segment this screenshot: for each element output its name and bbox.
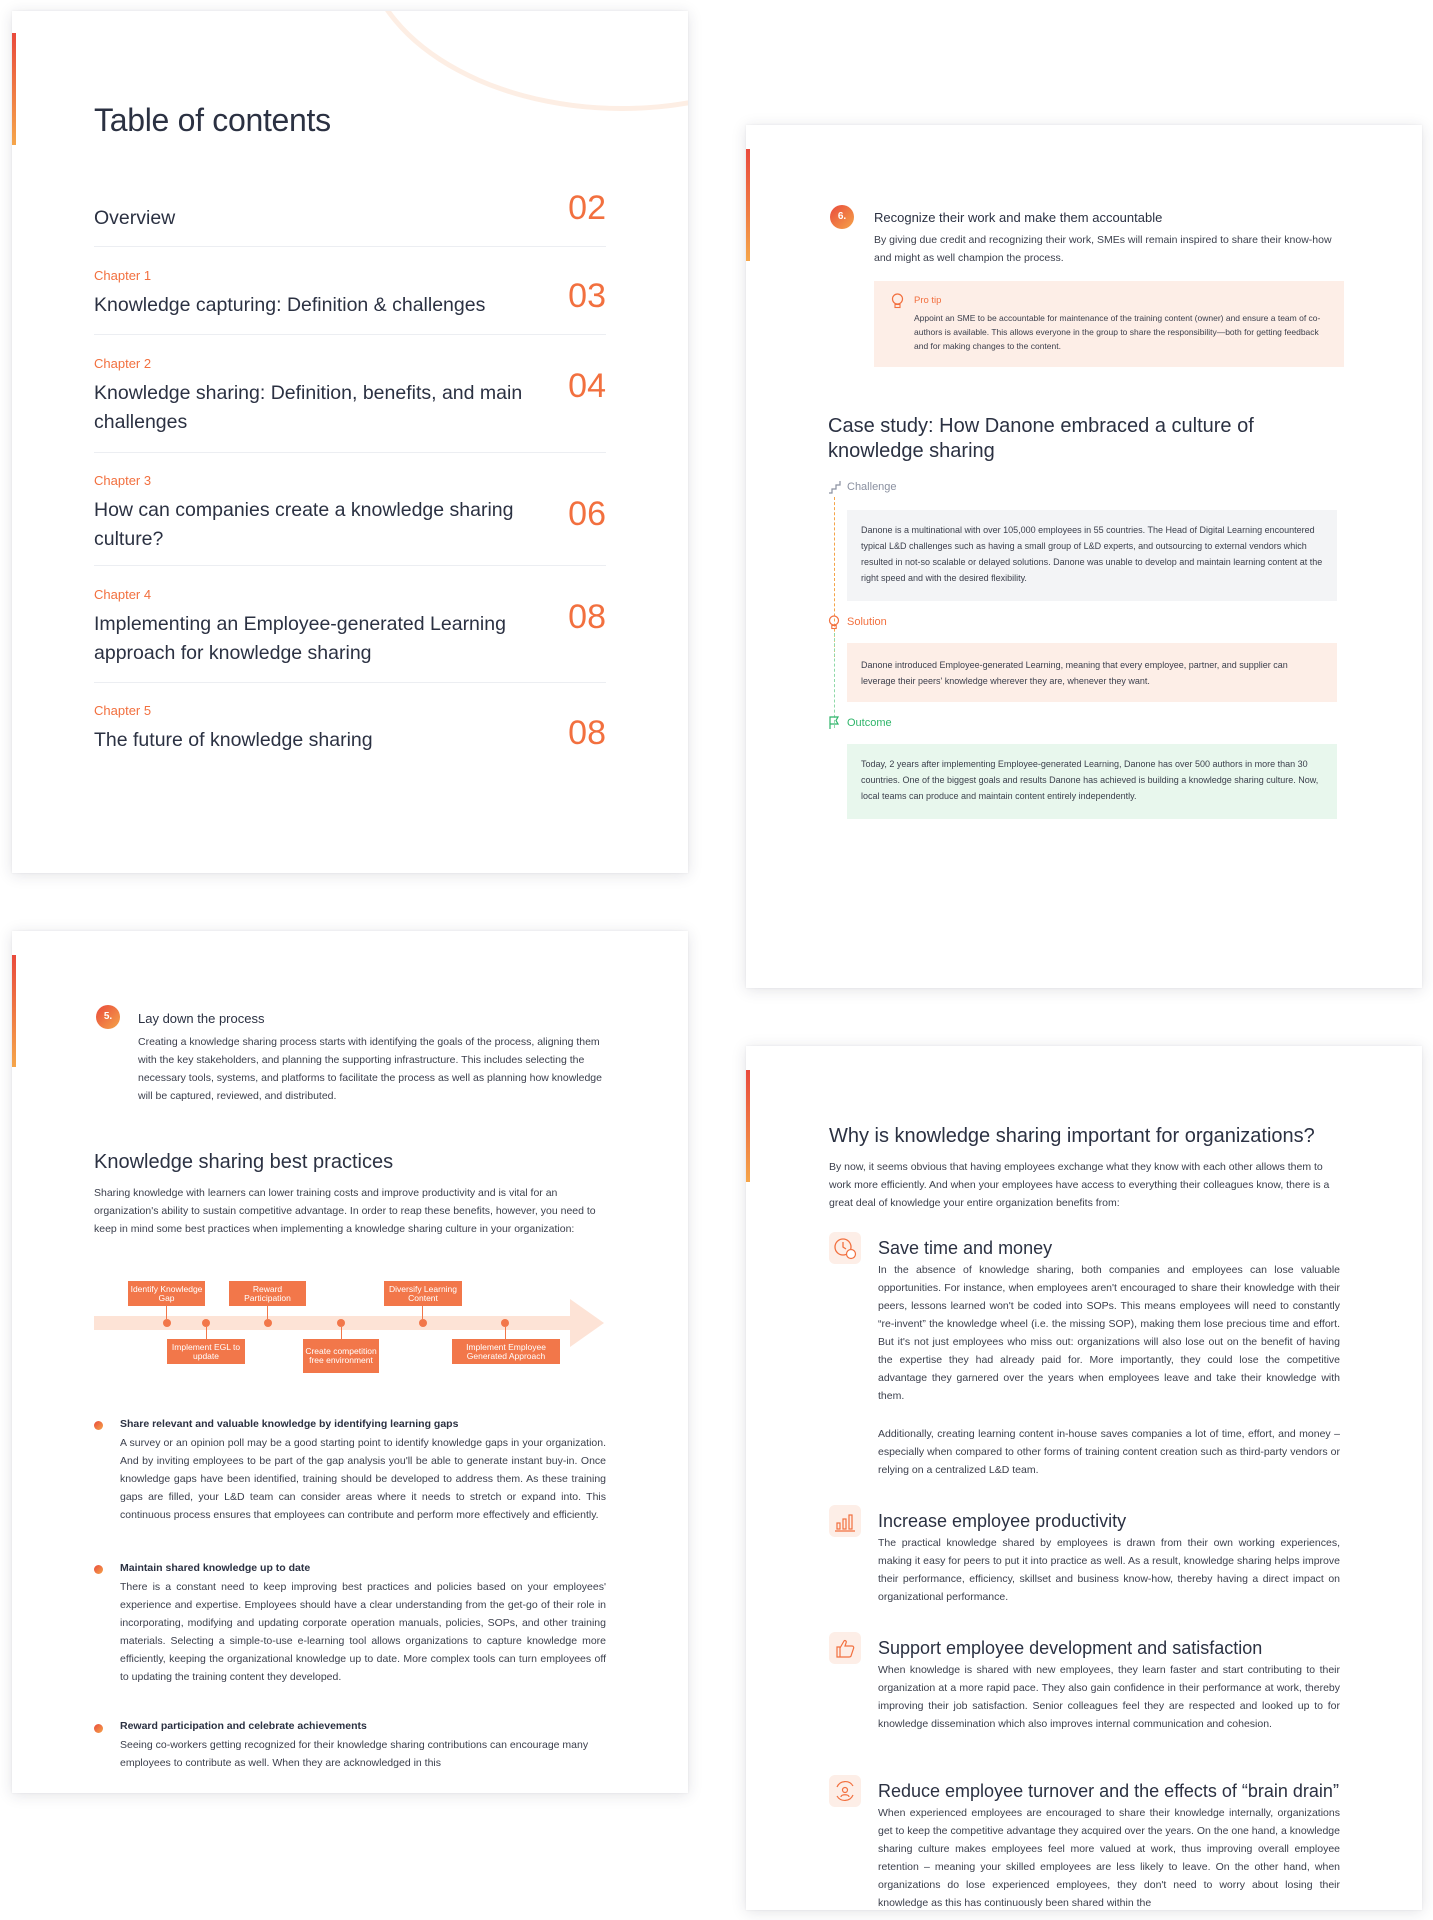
outcome-label: Outcome (847, 717, 892, 729)
solution-box: Danone introduced Employee-generated Learning, meaning that every employee, partner, and supplier can leverage their peers' knowledge wherever they are, whenever they want. (847, 643, 1337, 702)
best-practice-title: Reward participation and celebrate achievements (120, 1720, 367, 1732)
lightbulb-icon (891, 293, 904, 309)
divider (94, 246, 606, 247)
bullet-icon (94, 1565, 103, 1574)
timeline-dot (264, 1319, 272, 1327)
timeline-connector (422, 1306, 423, 1319)
timeline-arrow-head (570, 1299, 604, 1347)
timeline-step: Create competition free environment (303, 1339, 379, 1373)
case-study-page (746, 125, 1422, 988)
timeline-dot (501, 1319, 509, 1327)
toc-entry-page: 04 (568, 367, 606, 405)
step-number-badge: 5. (96, 1005, 120, 1029)
toc-entry-chapter-2[interactable] (94, 347, 606, 453)
best-practice-title: Share relevant and valuable knowledge by identifying learning gaps (120, 1418, 459, 1430)
challenge-box: Danone is a multinational with over 105,000 employees in 55 countries. The Head of Digital Learning encountered typical L&D challenges such as having a small group of L&D experts, and outsourcing to external vendors which resulted in not-so scalable or delayed solutions. Danone was unable to develop and maintain learning content at the right speed and with the desired flexibility. (847, 510, 1337, 601)
toc-page (12, 11, 688, 873)
best-practice-text: There is a constant need to keep improving best practices and policies based on your employees' experience and expertise. Employees should have a clear understanding from the get-go of their role in incorporating, modifying and updating corporate operation manuals, policies, SOPs, and other training materials. Selecting a simple-to-use e-learning tool allows organizations to capture knowledge more efficiently, keeping the organizational knowledge up to date. More complex tools can turn employees off to updating the training content they developed. (120, 1581, 606, 1683)
toc-entry-chapter: Chapter 2 (94, 356, 152, 371)
benefit-text: When experienced employees are encouraged to share their knowledge internally, organizations get to keep the competitive advantage they acquired over the years. On the one hand, a knowledge sharing culture makes employees feel more valued at work, thus improving overall employee retention – meaning your skilled employees are less likely to leave. On the other hand, when organizations do lose experienced employees, they don't need to worry about losing their knowledge as this has continuously been shared within the (878, 1807, 1340, 1909)
timeline-dot (202, 1319, 210, 1327)
toc-entry-page: 03 (568, 277, 606, 315)
lightbulb-icon (828, 615, 840, 630)
timeline-step: Identify Knowledge Gap (128, 1281, 205, 1306)
case-study-title: Case study: How Danone embraced a culture of knowledge sharing (828, 415, 1254, 462)
best-practices-page (12, 931, 688, 1793)
challenge-label: Challenge (847, 481, 897, 493)
toc-entry-chapter-3[interactable] (94, 464, 606, 566)
decorative-arc (362, 11, 688, 111)
toc-entry-chapter: Chapter 5 (94, 703, 152, 718)
step-number-badge: 6. (830, 205, 854, 229)
benefit-title: Reduce employee turnover and the effects of “brain drain” (878, 1781, 1339, 1801)
toc-entry-title: Knowledge sharing: Definition, benefits, and main challenges (94, 382, 523, 433)
timeline-step: Diversify Learning Content (384, 1281, 462, 1306)
benefit-text: The practical knowledge shared by employees is drawn from their own working experiences, making it easy for peers to put it into practice as well. As a result, knowledge sharing helps improve their performance, efficiency, skillset and business know-how, thereby having a direct impact on organizational performance. (878, 1537, 1340, 1603)
section-intro: By now, it seems obvious that having employees exchange what they know with each other allows them to work more efficiently. And when your employees have access to everything their colleagues know, there is a great deal of knowledge your entire organization benefits from: (829, 1161, 1330, 1209)
step-text: By giving due credit and recognizing their work, SMEs will remain inspired to share their know-how and might as well champion the process. (874, 234, 1332, 264)
benefit-text: Additionally, creating learning content in-house saves companies a lot of time, effort, and money – especially when compared to other forms of training content creation such as third-party vendors or relying on a centralized L&D team. (878, 1428, 1340, 1476)
timeline-connector (267, 1306, 268, 1319)
toc-entry-page: 06 (568, 495, 606, 533)
section-intro: Sharing knowledge with learners can lower training costs and improve productivity and is vital for an organization's ability to sustain competitive advantage. In order to reap these benefits, however, you need to keep in mind some best practices when implementing a knowledge sharing culture in your organization: (94, 1187, 596, 1235)
benefit-title: Save time and money (878, 1238, 1053, 1258)
timeline-dot (337, 1319, 345, 1327)
toc-entry-title: Implementing an Employee-generated Learning approach for knowledge sharing (94, 613, 506, 664)
toc-entry-title: Knowledge capturing: Definition & challenges (94, 294, 486, 316)
step-text: Creating a knowledge sharing process starts with identifying the goals of the process, aligning them with the key stakeholders, and planning the supporting infrastructure. This includes selecting the necessary tools, systems, and platforms to facilitate the process as well as planning how knowledge will be captured, reviewed, and distributed. (138, 1036, 602, 1102)
divider (94, 334, 606, 335)
toc-entry-page: 08 (568, 598, 606, 636)
toc-entry-title: How can companies create a knowledge sharing culture? (94, 499, 514, 550)
pro-tip-text: Appoint an SME to be accountable for maintenance of the training content (owner) and ensure a team of co-authors is available. This allows everyone in the group to share the responsibility—both for getting feedback and for making changes to the content. (914, 313, 1321, 351)
solution-label: Solution (847, 616, 887, 628)
benefit-title: Increase employee productivity (878, 1511, 1127, 1531)
stairs-icon (828, 480, 842, 494)
section-title: Knowledge sharing best practices (94, 1151, 394, 1173)
timeline-step: Implement EGL to update (167, 1339, 245, 1364)
clock-money-icon (829, 1232, 861, 1264)
timeline-dot (163, 1319, 171, 1327)
benefit-text: In the absence of knowledge sharing, both companies and employees can lose valuable opportunities. For instance, when employees aren't encouraged to share their knowledge with their peers, lessons learned won't be coded into SOPs. This means employees will need to constantly “re-invent” the knowledge wheel (i.e. the missing SOP), making them lose precious time and effort. But it's not just employees who miss out: organizations will also lose out on the benefit of having the expertise they had already paid for. More importantly, they could lose the competitive advantage they garnered over the years when employees leave and take their knowledge with them. (878, 1264, 1340, 1402)
best-practice-title: Maintain shared knowledge up to date (120, 1562, 311, 1574)
best-practice-text: Seeing co-workers getting recognized for their knowledge sharing contributions can encourage many employees to contribute as well. When they are acknowledged in this (120, 1739, 589, 1769)
bullet-icon (94, 1724, 103, 1733)
toc-entry-title: The future of knowledge sharing (94, 729, 373, 751)
toc-entry-page: 02 (568, 189, 606, 227)
toc-entry-chapter: Chapter 4 (94, 587, 152, 602)
benefit-title: Support employee development and satisfaction (878, 1638, 1263, 1658)
timeline-connector (505, 1327, 506, 1339)
step-title: Recognize their work and make them accountable (874, 210, 1163, 225)
toc-entry-chapter-5[interactable] (94, 694, 606, 764)
timeline-step: Implement Employee Generated Approach (452, 1339, 560, 1364)
timeline-connector (206, 1327, 207, 1339)
step-title: Lay down the process (138, 1011, 265, 1026)
divider (94, 565, 606, 566)
dashed-connector (834, 633, 835, 728)
chart-growth-icon (829, 1505, 861, 1537)
page-title: Table of contents (94, 102, 331, 138)
benefit-text: When knowledge is shared with new employees, they learn faster and start contributing to their organization at a more rapid pace. They also gain confidence in their performance at work, thereby improving their job satisfaction. Senior colleagues feel they are respected and looked up to for knowledge dissemination which also improves internal communication and cohesion. (878, 1664, 1340, 1730)
people-cycle-icon (829, 1775, 861, 1807)
toc-entry-chapter: Chapter 1 (94, 268, 152, 283)
toc-entry-chapter: Chapter 3 (94, 473, 152, 488)
outcome-box: Today, 2 years after implementing Employee-generated Learning, Danone has over 500 authors in more than 30 countries. One of the biggest goals and results Danone has achieved is building a knowledge sharing culture. Now, local teams can produce and maintain content entirely independently. (847, 744, 1337, 819)
toc-entry-overview[interactable] (94, 187, 606, 247)
timeline-connector (166, 1306, 167, 1319)
toc-entry-title: Overview (94, 207, 176, 229)
timeline-dot (419, 1319, 427, 1327)
timeline-connector (341, 1327, 342, 1339)
section-title: Why is knowledge sharing important for organizations? (829, 1125, 1315, 1147)
best-practice-text: A survey or an opinion poll may be a good starting point to identify knowledge gaps in your organization. And by inviting employees to be part of the gap analysis you'll be able to generate instant buy-in. Once knowledge gaps have been identified, training should be developed to address them. As these training gaps are filled, your L&D team can consider areas where it needs to stretch or expand into. This continuous process ensures that employees can contribute and perform more effectively and efficiently. (120, 1437, 606, 1521)
flag-icon (828, 716, 840, 730)
divider (94, 452, 606, 453)
toc-entry-chapter-4[interactable] (94, 578, 606, 683)
toc-entry-page: 08 (568, 714, 606, 752)
divider (94, 682, 606, 683)
thumbs-up-icon (829, 1632, 861, 1664)
bullet-icon (94, 1421, 103, 1430)
timeline-step: Reward Participation (229, 1281, 306, 1306)
toc-entry-chapter-1[interactable] (94, 259, 606, 335)
pro-tip-box (874, 281, 1344, 367)
why-page (746, 1046, 1422, 1910)
pro-tip-label: Pro tip (914, 295, 942, 306)
